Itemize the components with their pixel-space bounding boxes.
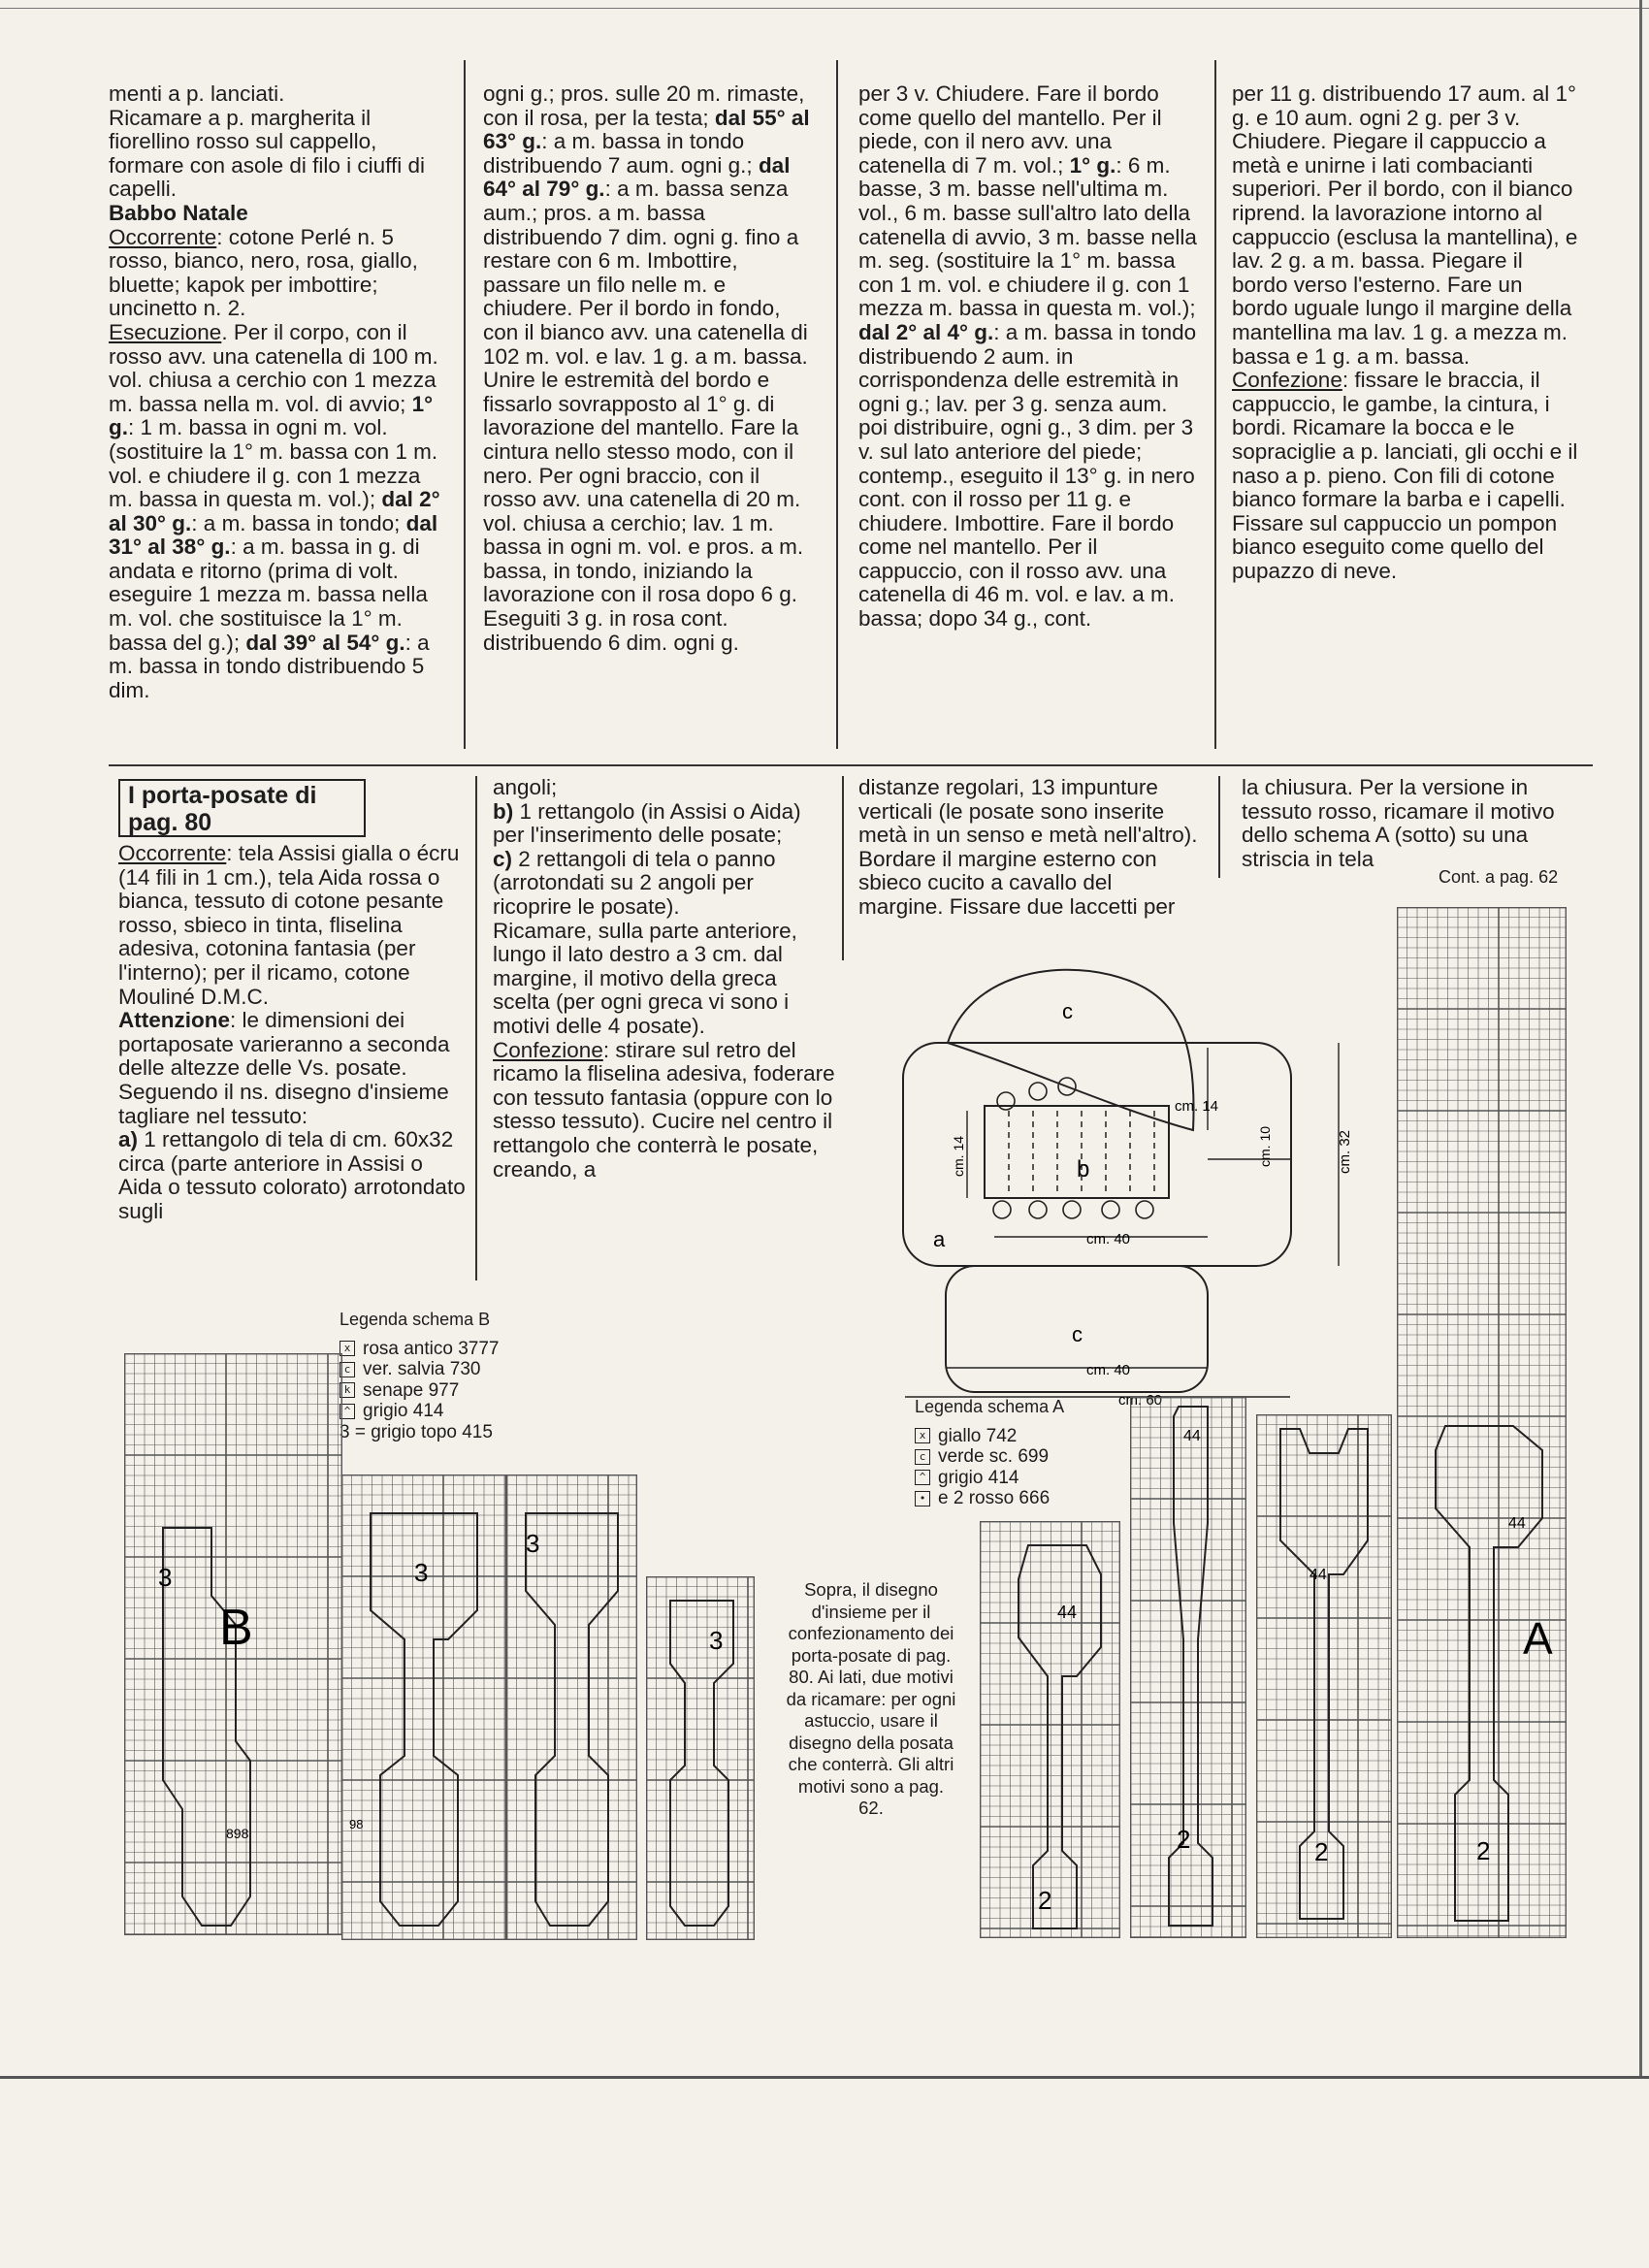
bottom-edge-line bbox=[0, 2076, 1649, 2079]
stitch-count-label: 3 bbox=[526, 1529, 540, 1558]
dim-60: cm. 60 bbox=[1118, 1392, 1163, 1409]
text-column-1 bbox=[109, 82, 443, 702]
c-symbol-icon: c bbox=[340, 1362, 355, 1377]
paragraph: Ricamare, sulla parte anteriore, lungo il lato destro a 3 cm. dal margine, il motivo della greca scelta (per ogni greca vi sono i motivi delle 4 posate). bbox=[493, 918, 797, 1038]
paragraph: distanze regolari, 13 impunture verticali (le posate sono inserite metà in un senso e metà nell'altro). Bordare il margine esterno con sbieco cucito a cavallo del margine. Fissare due laccetti per bbox=[858, 775, 1198, 919]
dot-symbol-icon: • bbox=[915, 1491, 930, 1507]
paragraph: Confezione: stirare sul retro del ricamo la fliselina adesiva, foderare con tessuto fantasia (oppure con lo stesso tessuto). Cucire nel centro il rettangolo che conterrà le posate, creando, a bbox=[493, 1037, 835, 1182]
color-note: 898 bbox=[226, 1826, 249, 1841]
legend-item: c ver. salvia 730 bbox=[340, 1359, 500, 1380]
grid-lines bbox=[341, 1474, 506, 1940]
stitch-count-label: 44 bbox=[1057, 1603, 1078, 1622]
column-divider bbox=[475, 776, 477, 1280]
paragraph: b) 1 rettangolo (in Assisi o Aida) per l'inserimento delle posate; bbox=[493, 798, 801, 848]
section2-column-3 bbox=[858, 776, 1203, 920]
legend-item: • e 2 rosso 666 bbox=[915, 1488, 1064, 1509]
stitch-count-label: 2 bbox=[1177, 1825, 1191, 1854]
legend-schema-b bbox=[340, 1310, 500, 1442]
legend-item: c verde sc. 699 bbox=[915, 1446, 1064, 1468]
chart-a-grid-4 bbox=[1397, 907, 1567, 1938]
assembly-diagram bbox=[878, 956, 1402, 1411]
grid-lines bbox=[1130, 1397, 1246, 1938]
paragraph: la chiusura. Per la versione in tessuto rosso, ricamare il motivo dello schema A (sotto) su una striscia in tela bbox=[1242, 775, 1555, 871]
paragraph: Confezione: fissare le braccia, il cappuccio, le gambe, la cintura, i bordi. Ricamare la bocca e le sopraciglie a p. lanciati, gli occhi e il naso a p. pieno. Con fili di cotone bianco formare la barba e i capelli. Fissare sul cappuccio un pompon bianco eseguito come quello del pupazzo di neve. bbox=[1232, 368, 1578, 583]
k-symbol-icon: k bbox=[340, 1382, 355, 1398]
legend-schema-a bbox=[915, 1397, 1064, 1509]
paragraph: Attenzione: le dimensioni dei portaposate varieranno a seconda delle altezze delle Vs. posate. Seguendo il ns. disegno d'insieme tagliare nel tessuto: bbox=[118, 1008, 450, 1128]
stitch-count-label: 44 bbox=[1310, 1567, 1327, 1583]
section2-column-2 bbox=[493, 776, 837, 1182]
label-c-top: c bbox=[1062, 999, 1073, 1023]
legend-item: x giallo 742 bbox=[915, 1426, 1064, 1447]
legend-item: k senape 977 bbox=[340, 1380, 500, 1402]
chart-b-grid-4 bbox=[646, 1576, 755, 1940]
text-column-3 bbox=[858, 82, 1198, 632]
dim-32: cm. 32 bbox=[1337, 1129, 1353, 1174]
chart-b-grid-2 bbox=[341, 1474, 506, 1940]
paragraph: per 11 g. distribuendo 17 aum. al 1° g. e 10 aum. ogni 2 g. per 3 v. Chiudere. Piegare il cappuccio a metà e unirne i lati combacianti superiori. Per il bordo, con il bianco riprend. la lavorazione intorno al cappuccio (esclusa la mantellina), e lav. 2 g. a m. bassa. Piegare il bordo verso l'esterno. Fare un bordo uguale lungo il margine della mantellina ma lav. 1 g. a mezza m. bassa e 1 g. a m. bassa. bbox=[1232, 81, 1578, 369]
section2-column-4 bbox=[1242, 776, 1591, 871]
paragraph: Occorrente: cotone Perlé n. 5 rosso, bianco, nero, rosa, giallo, bluette; kapok per imbottire; uncinetto n. 2. bbox=[109, 224, 418, 321]
text-column-4 bbox=[1232, 82, 1581, 583]
chart-letter-b: B bbox=[219, 1600, 253, 1656]
stitch-count-label: 2 bbox=[1476, 1836, 1491, 1865]
chart-a-grid-1 bbox=[980, 1521, 1120, 1938]
chart-a-grid-3 bbox=[1256, 1414, 1392, 1938]
stitch-count-label: 3 bbox=[709, 1626, 724, 1655]
section-title-box: I porta-posate di pag. 80 bbox=[118, 779, 366, 837]
label-c-bottom: c bbox=[1072, 1322, 1083, 1346]
section-heading: Babbo Natale bbox=[109, 200, 248, 225]
caret-symbol-icon: ^ bbox=[340, 1404, 355, 1419]
legend-item: ^ grigio 414 bbox=[915, 1468, 1064, 1489]
paragraph: per 3 v. Chiudere. Fare il bordo come quello del mantello. Per il piede, con il nero avv. una catenella di 7 m. vol.; 1° g.: 6 m. basse, 3 m. basse nell'ultima m. vol., 6 m. basse sull'altro lato della catenella di avvio, 3 m. basse nella m. seg. (sostituire la 1° m. bassa con 1 m. vol. e chiudere il g. con 1 mezza m. bassa in questa m. vol.); dal 2° al 4° g.: a m. bassa in tondo distribuendo 2 aum. in corrispondenza delle estremità in ogni g.; lav. per 3 g. senza aum. poi distribuire, ogni g., 3 dim. per 3 v. sul lato anteriore del piede; contemp., eseguito il 13° g. in nero cont. con il rosso per 11 g. e chiudere. Imbottire. Fare il bordo come nel mantello. Per il cappuccio, con il rosso avv. una catenella di 46 m. vol. e lav. a m. bassa; dopo 34 g., cont. bbox=[858, 81, 1197, 632]
caret-symbol-icon: ^ bbox=[915, 1470, 930, 1485]
chart-letter-a: A bbox=[1523, 1613, 1553, 1664]
cross-symbol-icon: x bbox=[340, 1341, 355, 1356]
section-separator bbox=[109, 764, 1593, 766]
cross-symbol-icon: x bbox=[915, 1428, 930, 1443]
continuation-note: Cont. a pag. 62 bbox=[1439, 867, 1559, 887]
paragraph: Occorrente: tela Assisi gialla o écru (14 fili in 1 cm.), tela Aida rossa o bianca, tessuto di cotone pesante rosso, sbieco in tinta, fliselina adesiva, cotonina fantasia (per l'interno); per il ricamo, cotone Mouliné D.M.C. bbox=[118, 841, 460, 1009]
section2-column-1 bbox=[118, 842, 469, 1224]
dim-14-top: cm. 14 bbox=[1175, 1098, 1219, 1115]
dim-14-side: cm. 14 bbox=[951, 1135, 966, 1177]
color-note: 98 bbox=[349, 1817, 364, 1831]
paragraph: a) 1 rettangolo di tela di cm. 60x32 circa (parte anteriore in Assisi o Aida o tessuto colorato) arrotondato sugli bbox=[118, 1127, 466, 1223]
chart-a-grid-2 bbox=[1130, 1397, 1246, 1938]
stitch-count-label: 2 bbox=[1314, 1837, 1329, 1866]
legend-item: x rosa antico 3777 bbox=[340, 1339, 500, 1360]
stitch-count-label: 3 bbox=[414, 1558, 429, 1587]
legend-title: Legenda schema A bbox=[915, 1397, 1065, 1416]
grid-lines bbox=[646, 1576, 755, 1940]
stitch-count-label: 2 bbox=[1038, 1886, 1052, 1915]
chart-b-grid-3 bbox=[506, 1474, 637, 1940]
paragraph: ogni g.; pros. sulle 20 m. rimaste, con il rosa, per la testa; dal 55° al 63° g.: a m. bassa in tondo distribuendo 7 aum. ogni g.; dal 64° al 79° g.: a m. bassa senza aum.; pros. a m. bassa distribuendo 7 dim. ogni g. fino a restare con 6 m. Imbottire, passare un filo nelle m. e chiudere. Per il bordo in fondo, con il bianco avv. una catenella di 102 m. vol. e lav. 1 g. a m. bassa. Unire le estremità del bordo e fissarlo sovrapposto al 1° g. di lavorazione del mantello. Fare la cintura nello stesso modo, con il nero. Per ogni braccio, con il rosso avv. una catenella di 20 m. vol. chiusa a cerchio; lav. 1 m. bassa in ogni m. vol. e pros. a m. bassa, in tondo, iniziando la lavorazione con il rosa dopo 6 g. Eseguiti 3 g. in rosa cont. distribuendo 6 dim. ogni g. bbox=[483, 81, 810, 655]
text-column-2 bbox=[483, 82, 818, 655]
stitch-count-label: 44 bbox=[1508, 1515, 1526, 1532]
grid-lines bbox=[1397, 907, 1567, 1938]
label-b: b bbox=[1077, 1156, 1090, 1183]
column-divider bbox=[464, 60, 466, 749]
column-divider bbox=[1214, 60, 1216, 749]
dim-40-pocket: cm. 40 bbox=[1086, 1231, 1131, 1247]
top-edge-line bbox=[0, 8, 1649, 9]
chart-b-grid-1 bbox=[124, 1353, 342, 1935]
column-divider bbox=[836, 60, 838, 749]
legend-title: Legenda schema B bbox=[340, 1310, 491, 1329]
right-edge-line bbox=[1639, 0, 1642, 2076]
paragraph: angoli; bbox=[493, 775, 558, 799]
stitch-count-label: 3 bbox=[158, 1563, 173, 1592]
pocket-b bbox=[985, 1106, 1169, 1198]
c-symbol-icon: c bbox=[915, 1449, 930, 1465]
column-divider bbox=[842, 776, 844, 960]
column-divider bbox=[1218, 776, 1220, 878]
stitch-count-label: 44 bbox=[1183, 1428, 1201, 1444]
figure-caption: Sopra, il disegno d'insieme per il confezionamento dei porta-posate di pag. 80. Ai lati, due motivi da ricamare: per ogni astuccio, usare il disegno della posata che conterrà. Gli altri motivi sono a pag. 62. bbox=[786, 1579, 956, 1818]
paragraph: c) 2 rettangoli di tela o panno (arrotondati su 2 angoli per ricoprire le posate). bbox=[493, 846, 776, 919]
legend-item: ^ grigio 414 bbox=[340, 1401, 500, 1422]
label-a: a bbox=[933, 1227, 946, 1251]
dim-40-flap: cm. 40 bbox=[1086, 1362, 1131, 1378]
paragraph: menti a p. lanciati. bbox=[109, 81, 285, 106]
paragraph: Esecuzione. Per il corpo, con il rosso avv. una catenella di 100 m. vol. chiusa a cerchio con 1 mezza m. bassa nella m. vol. di avvio; 1° g.: 1 m. bassa in ogni m. vol. (sostituire la 1° m. bassa con 1 m. vol. e chiudere il g. con 1 mezza m. bassa in questa m. vol.); dal 2° al 30° g.: a m. bassa in tondo; dal 31° al 38° g.: a m. bassa in g. di andata e ritorno (prima di volt. eseguire 1 mezza m. bassa nella m. vol. che sostituisce la 1° m. bassa del g.); dal 39° al 54° g.: a m. bassa in tondo distribuendo 5 dim. bbox=[109, 319, 440, 702]
dim-10: cm. 10 bbox=[1257, 1125, 1273, 1167]
legend-extra: 3 = grigio topo 415 bbox=[340, 1421, 493, 1442]
paragraph: Ricamare a p. margherita il fiorellino rosso sul cappello, formare con asole di filo i ciuffi di capelli. bbox=[109, 105, 425, 202]
grid-lines bbox=[980, 1521, 1120, 1938]
